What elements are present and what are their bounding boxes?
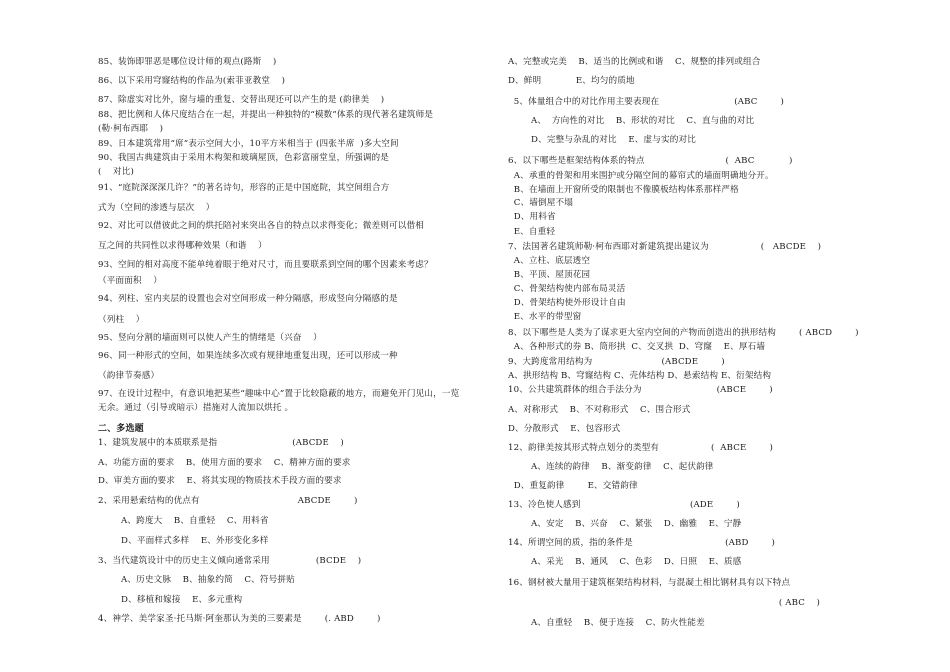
right-text-line: 8、以下哪些是人类为了谋求更大室内空间的产物而创造出的拱形结构 ( ABCD ) [508, 328, 859, 338]
left-text-line: （韵律节奏感） [98, 371, 160, 381]
left-text-line: A、功能方面的要求 B、使用方面的要求 C、精神方面的要求 [98, 458, 351, 468]
left-text-line: 式为（空间的渗透与层次 ） [98, 203, 215, 213]
right-text-line: B、平顶、屋顶花园 [508, 270, 591, 280]
right-text-line: A、拱形结构 B、穹窿结构 C、壳体结构 D、悬索结构 E、衍架结构 [508, 371, 772, 381]
right-text-line: A、立柱、底层透空 [508, 256, 591, 266]
right-text-line: A、采光 B、通风 C、色彩 D、日照 E、质感 [508, 557, 742, 567]
left-text-line: 86、以下采用穹窿结构的作品为(索菲亚教堂 ) [98, 76, 286, 86]
left-text-line: 85、装饰即罪恶是哪位设计师的观点(路斯 ) [98, 57, 277, 67]
right-text-line: 16、钢材被大量用于建筑框架结构材料，与混凝土相比钢材具有以下特点 [508, 578, 791, 588]
left-text-line: 87、除虚实对比外，窗与墙的重复、交替出现还可以产生的是 (韵律美 ) [98, 95, 385, 105]
right-text-line: A、完整或完美 B、适当的比例或和谐 C、规整的排列或组合 [508, 57, 761, 67]
right-text-line: 10、公共建筑群体的组合手法分为 (ABCE ) [508, 385, 773, 395]
right-text-line: 13、冷色使人感到 (ADE ) [508, 500, 740, 510]
left-text-line: A、跨度大 B、自重轻 C、用料省 [98, 516, 269, 526]
left-text-line: 94、列柱、室内夹层的设置也会对空间形成一种分隔感，形成竖向分隔感的是 [98, 294, 398, 304]
left-text-line: 90、我国古典建筑由于采用木构架和玻璃屋顶，色彩富丽堂皇，所强调的是 [98, 153, 390, 163]
right-text-line: 5、体量组合中的对比作用主要表现在 (ABC ) [508, 97, 784, 107]
left-text-line: A、历史文脉 B、抽象约简 C、符号拼贴 [98, 575, 295, 585]
left-text-line: 3、当代建筑设计中的历史主义倾向通常采用 (BCDE ) [98, 556, 362, 566]
left-text-line: 93、空间的相对高度不能单纯着眼于绝对尺寸，而且要联系到空间的哪个因素来考虑？ [98, 260, 433, 270]
right-text-line: D、分散形式 E、包容形式 [508, 424, 621, 434]
left-text-line: （列柱 ） [98, 315, 145, 325]
left-text-line: 91、“庭院深深深几许？”的著名诗句，形容的正是中国庭院，其空间组合方 [98, 183, 390, 193]
right-text-line: B、在墙面上开窗所受的限制也不像膜板结构体系那样严格 [508, 185, 739, 195]
right-text-line: C、墙倒屋不塌 [508, 198, 573, 208]
left-text-line: 88、把比例和人体尺度结合在一起，并提出一种独特的“模数”体系的现代著名建筑师是 [98, 110, 434, 120]
left-text-line: 2、采用悬索结构的优点有 ABCDE ) [98, 496, 358, 506]
right-text-line: A、承重的骨架和用来围护或分隔空间的幕帘式的墙面明确地分开。 [508, 171, 774, 181]
left-text-line: 二、多选题 [98, 424, 144, 434]
left-text-line: ( 对比) [98, 167, 135, 177]
left-text-line: 无余。通过（引导或暗示）措施对人流加以烘托 。 [98, 403, 294, 413]
right-text-line: A、对称形式 B、不对称形式 C、围合形式 [508, 405, 691, 415]
right-text-line: E、自重轻 [508, 227, 556, 237]
right-text-line: 14、所谓空间的质，指的条件是 (ABD ) [508, 538, 776, 548]
right-text-line: A、自重轻 B、便于连接 C、防火性能差 [508, 618, 705, 628]
right-text-line: D、完整与杂乱的对比 E、虚与实的对比 [508, 135, 696, 145]
left-text-line: (勒·柯布西耶 ) [98, 124, 164, 134]
right-text-line: ( ABC ) [508, 598, 820, 608]
right-text-line: E、水平的带型窗 [508, 312, 582, 322]
right-text-line: D、用料省 [508, 212, 556, 222]
right-text-line: 12、韵律美按其形式特点划分的类型有 ( ABCE ) [508, 443, 773, 453]
right-text-line: A、安定 B、兴奋 C、紧张 D、幽雅 E、宁静 [508, 519, 742, 529]
left-text-line: D、审美方面的要求 E、将其实现的物质技术手段方面的要求 [98, 476, 342, 486]
right-text-line: C、骨架结构使内部布局灵活 [508, 284, 626, 294]
right-text-line: 7、法国著名建筑师勒·柯布西耶对新建筑提出建议为 ( ABCDE ) [508, 242, 822, 252]
right-text-line: A、 方向性的对比 B、形状的对比 C、直与曲的对比 [508, 116, 755, 126]
left-text-line: 1、建筑发展中的本质联系是指 (ABCDE ) [98, 438, 344, 448]
left-text-line: 96、同一种形式的空间，如果连续多次或有规律地重复出现，还可以形成一种 [98, 351, 398, 361]
left-text-line: 89、日本建筑常用“席”表示空间大小，10平方米相当于 (四张半席 )多大空间 [98, 139, 399, 149]
right-text-line: D、重复韵律 E、交错韵律 [508, 481, 638, 491]
right-text-line: A、各种形式的券 B、筒形拱 C、交叉拱 D、穹窿 E、厚石墙 [508, 342, 766, 352]
left-text-line: D、平面样式多样 E、外形变化多样 [98, 536, 269, 546]
left-text-line: 互之间的共同性以求得哪种效果（和谐 ） [98, 241, 267, 251]
right-text-line: 6、以下哪些是框架结构体系的特点 ( ABC ) [508, 156, 793, 166]
left-text-line: 95、竖向分割的墙面则可以使人产生的情绪是（兴奋 ） [98, 333, 322, 343]
left-text-line: 92、对比可以借彼此之间的烘托陪衬来突出各自的特点以求得变化；微差则可以借相 [98, 221, 425, 231]
right-text-line: 9、大跨度常用结构为 (ABCDE ) [508, 357, 725, 367]
left-text-line: 4、神学、美学家圣·托马斯·阿奎那认为美的三要素是 (. ABD ) [98, 614, 381, 624]
right-text-line: D、骨架结构使外形设计自由 [508, 298, 626, 308]
left-text-line: 97、在设计过程中，有意识地把某些“趣味中心”置于比较隐蔽的地方，而避免开门见山，一览 [98, 389, 460, 399]
right-text-line: A、连续的韵律 B、渐变韵律 C、起伏韵律 [508, 462, 714, 472]
right-text-line: D、鲜明 E、均匀的质地 [508, 76, 635, 86]
left-text-line: （平面面积 ） [98, 276, 162, 286]
left-text-line: D、移植和嫁接 E、多元重构 [98, 595, 243, 605]
